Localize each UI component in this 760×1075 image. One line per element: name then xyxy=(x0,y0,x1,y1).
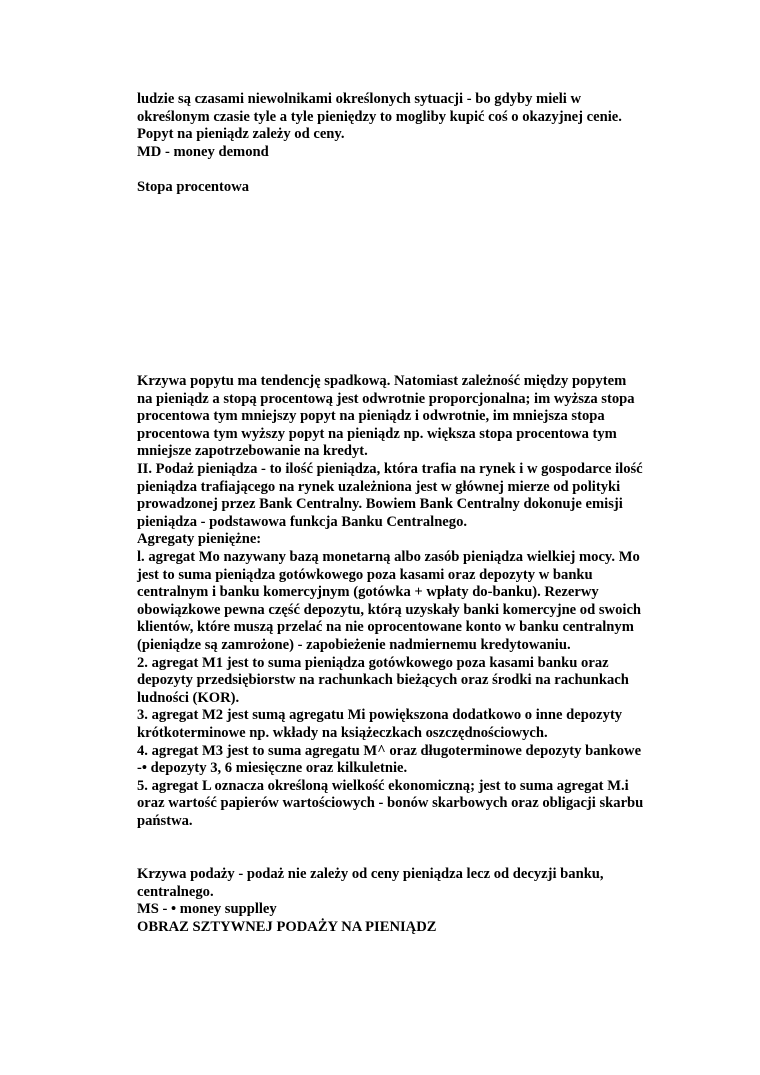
text-line: -• depozyty 3, 6 miesięczne oraz kilkuletnie. xyxy=(137,760,408,777)
text-line: klientów, które muszą przelać na nie oprocentowane konto w banku centralnym xyxy=(137,619,634,636)
text-line: 5. agregat L oznacza określoną wielkość ekonomiczną; jest to suma agregat M.i xyxy=(137,777,629,794)
text-line: procentowa tym wyższy popyt na pieniądz np. większa stopa procentowa tym xyxy=(137,425,617,442)
text-line: obowiązkowe pewna część depozytu, którą uzyskały banki komercyjne od swoich xyxy=(137,601,642,618)
text-line: depozyty przedsiębiorstw na rachunkach bieżących oraz środki na rachunkach xyxy=(137,672,629,689)
text-line: l. agregat Mo nazywany bazą monetarną albo zasób pieniądza wielkiej mocy. Mo xyxy=(137,549,640,565)
text-line: MD - money demond xyxy=(137,143,269,160)
section-heading: OBRAZ SZTYWNEJ PODAŻY NA PIENIĄDZ xyxy=(137,918,437,935)
text-line: ludności (KOR). xyxy=(137,689,240,706)
text-line: 2. agregat M1 jest to suma pieniądza gotówkowego poza kasami banku oraz xyxy=(137,654,609,671)
text-line: pieniądza trafiającego na rynek uzależniona jest w głównej mierze od polityki xyxy=(137,478,621,495)
text-line: Popyt na pieniądz zależy od ceny. xyxy=(137,126,345,143)
text-line: ludzie są czasami niewolnikami określonych sytuacji - bo gdyby mieli w xyxy=(137,91,582,107)
text-line: 3. agregat M2 jest sumą agregatu Mi powiększona dodatkowo o inne depozyty xyxy=(137,707,623,724)
text-line: II. Podaż pieniądza - to ilość pieniądza, która trafia na rynek i w gospodarce ilość xyxy=(137,461,643,477)
text-line: Krzywa popytu ma tendencję spadkową. Natomiast zależność między popytem xyxy=(137,373,627,389)
text-line: pieniądza - podstawowa funkcja Banku Centralnego. xyxy=(137,513,468,530)
text-line: centralnym i banku komercyjnym (gotówka + wpłaty do-banku). Rezerwy xyxy=(137,584,599,601)
text-line: jest to suma pieniądza gotówkowego poza kasami oraz depozyty w banku xyxy=(137,566,593,583)
text-line: państwa. xyxy=(137,813,193,829)
section-heading: Stopa procentowa xyxy=(137,179,250,195)
section-heading: Agregaty pieniężne: xyxy=(137,531,262,548)
text-line: określonym czasie tyle a tyle pieniędzy to mogliby kupić coś o okazyjnej cenie. xyxy=(137,108,622,125)
text-line: procentowa tym mniejszy popyt na pieniądz i odwrotnie, im mniejsza stopa xyxy=(137,408,605,425)
text-line: mniejsze zapotrzebowanie na kredyt. xyxy=(137,443,368,460)
text-line: 4. agregat M3 jest to suma agregatu M^ oraz długoterminowe depozyty bankowe xyxy=(137,742,642,759)
text-line: na pieniądz a stopą procentową jest odwrotnie proporcjonalna; im wyższa stopa xyxy=(137,390,635,407)
text-line: MS - • money supplley xyxy=(137,901,277,918)
text-line: oraz wartość papierów wartościowych - bonów skarbowych oraz obligacji skarbu xyxy=(137,795,644,812)
text-line: prowadzonej przez Bank Centralny. Bowiem Bank Centralny dokonuje emisji xyxy=(137,496,623,513)
text-line: centralnego. xyxy=(137,883,214,900)
text-line: (pieniądze są zamrożone) - zapobieżenie nadmiernemu kredytowaniu. xyxy=(137,637,571,653)
text-line: Krzywa podaży - podaż nie zależy od ceny pieniądza lecz od decyzji banku, xyxy=(137,866,604,882)
text-line: krótkoterminowe np. wkłady na książeczkach oszczędnościowych. xyxy=(137,725,548,741)
